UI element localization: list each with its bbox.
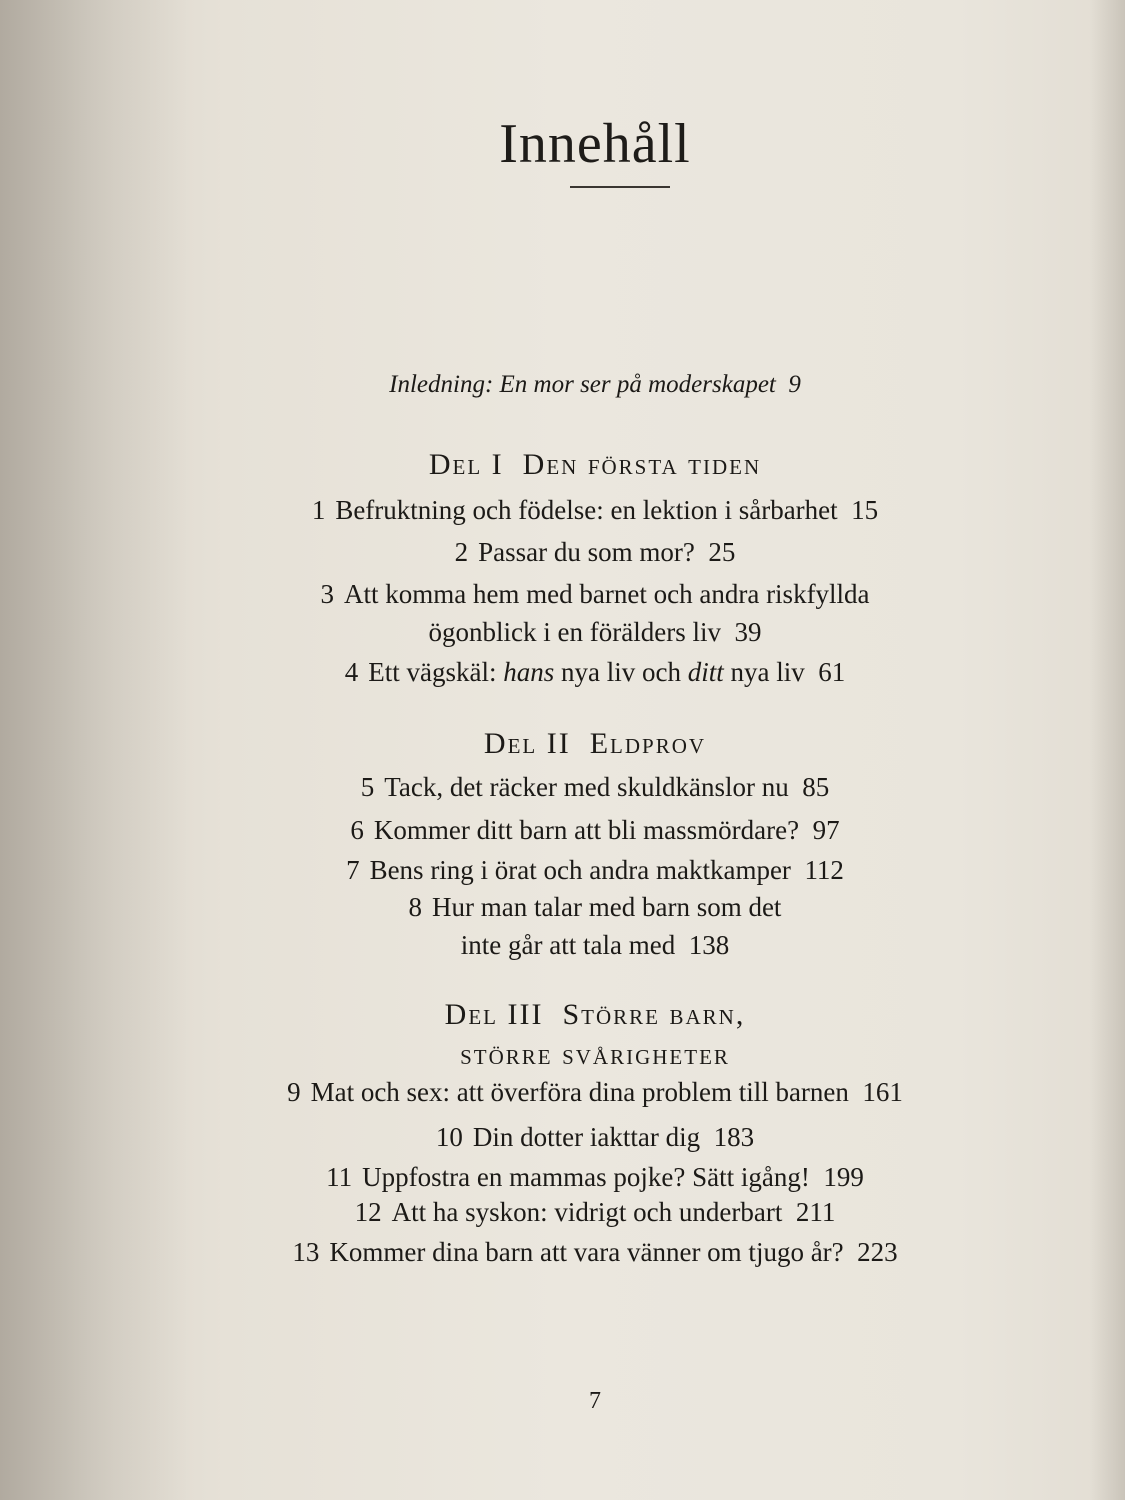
chapter-page: 39 bbox=[734, 617, 762, 647]
chapter-page: 97 bbox=[812, 815, 840, 845]
chapter-title-part: nya liv bbox=[730, 657, 805, 687]
chapter-number: 13 bbox=[292, 1237, 320, 1267]
chapter-title: Att ha syskon: vidrigt och underbart bbox=[391, 1197, 783, 1227]
intro-entry bbox=[230, 368, 960, 402]
page-title: Innehåll bbox=[499, 113, 691, 175]
part-label: Del I bbox=[428, 448, 504, 481]
chapter-title: Kommer ditt barn att bli massmördare? bbox=[373, 815, 800, 845]
page-edge-shadow bbox=[1090, 0, 1125, 1500]
chapter-page: 15 bbox=[851, 495, 879, 525]
toc-entry-9 bbox=[230, 1075, 960, 1109]
chapter-title-part: nya liv och bbox=[561, 657, 681, 687]
chapter-number: 6 bbox=[350, 815, 364, 845]
toc-entry-3-continued bbox=[230, 615, 960, 649]
chapter-page: 211 bbox=[795, 1197, 836, 1227]
chapter-number: 10 bbox=[435, 1122, 463, 1152]
chapter-number: 11 bbox=[326, 1162, 353, 1192]
toc-entry-13 bbox=[230, 1235, 960, 1269]
chapter-title: Bens ring i örat och andra maktkamper bbox=[369, 855, 791, 885]
chapter-page: 138 bbox=[688, 930, 730, 960]
part-heading-1 bbox=[230, 448, 960, 482]
part-label: Del II bbox=[483, 727, 571, 760]
chapter-title: Hur man talar med barn som det bbox=[432, 892, 782, 922]
chapter-number: 3 bbox=[320, 579, 334, 609]
chapter-title-emphasis: ditt bbox=[687, 657, 724, 687]
chapter-title: Att komma hem med barnet och andra riskfyllda bbox=[343, 579, 870, 609]
chapter-page: 112 bbox=[804, 855, 844, 885]
chapter-number: 1 bbox=[311, 495, 326, 525]
chapter-page: 161 bbox=[862, 1077, 903, 1107]
chapter-number: 2 bbox=[454, 537, 469, 567]
chapter-page: 61 bbox=[818, 657, 846, 687]
chapter-page: 25 bbox=[708, 537, 736, 567]
part-label: Del III bbox=[444, 998, 544, 1031]
chapter-page: 199 bbox=[823, 1162, 864, 1192]
part-title: Större barn, bbox=[562, 998, 746, 1031]
part-title: Den första tiden bbox=[522, 448, 762, 481]
chapter-title-continued: ögonblick i en förälders liv bbox=[428, 617, 721, 647]
chapter-title: Passar du som mor? bbox=[478, 537, 695, 567]
chapter-title: Din dotter iakttar dig bbox=[472, 1122, 701, 1152]
chapter-number: 7 bbox=[346, 855, 360, 885]
chapter-title: Kommer dina barn att vara vänner om tjugo år? bbox=[329, 1237, 844, 1267]
intro-page: 9 bbox=[788, 371, 801, 398]
chapter-title-emphasis: hans bbox=[503, 657, 555, 687]
chapter-title: Befruktning och födelse: en lektion i sårbarhet bbox=[335, 495, 838, 525]
page-number: 7 bbox=[589, 1388, 601, 1414]
chapter-number: 8 bbox=[408, 892, 423, 922]
chapter-title: Tack, det räcker med skuldkänslor nu bbox=[384, 772, 789, 802]
toc-entry-8-continued bbox=[230, 928, 960, 962]
chapter-title: Uppfostra en mammas pojke? Sätt igång! bbox=[362, 1162, 810, 1192]
toc-entry-11 bbox=[230, 1160, 960, 1194]
toc-entry-5 bbox=[230, 770, 960, 804]
chapter-number: 9 bbox=[287, 1077, 301, 1107]
toc-entry-10 bbox=[230, 1120, 960, 1154]
part-title-continued: större svårigheter bbox=[460, 1038, 730, 1071]
chapter-number: 12 bbox=[354, 1197, 382, 1227]
toc-entry-1 bbox=[230, 493, 960, 527]
chapter-title-continued: inte går att tala med bbox=[460, 930, 676, 960]
part-title: Eldprov bbox=[589, 727, 707, 760]
toc-entry-12 bbox=[230, 1195, 960, 1229]
binding-shadow bbox=[0, 0, 190, 1500]
toc-entry-6 bbox=[230, 813, 960, 847]
chapter-page: 85 bbox=[802, 772, 830, 802]
part-heading-3-continued bbox=[230, 1038, 960, 1072]
intro-text: Inledning: En mor ser på moderskapet bbox=[389, 371, 776, 398]
part-heading-2 bbox=[230, 727, 960, 761]
chapter-page: 223 bbox=[857, 1237, 898, 1267]
title-divider bbox=[570, 186, 670, 188]
chapter-title: Mat och sex: att överföra dina problem till barnen bbox=[310, 1077, 849, 1107]
chapter-number: 4 bbox=[344, 657, 359, 687]
toc-entry-8 bbox=[230, 890, 960, 924]
toc-entry-3 bbox=[230, 577, 960, 611]
chapter-number: 5 bbox=[360, 772, 375, 802]
chapter-title-part: Ett vägskäl: bbox=[368, 657, 497, 687]
chapter-page: 183 bbox=[713, 1122, 755, 1152]
toc-entry-4 bbox=[230, 655, 960, 689]
part-heading-3 bbox=[230, 998, 960, 1032]
table-of-contents bbox=[230, 0, 960, 1500]
toc-entry-2 bbox=[230, 535, 960, 569]
toc-entry-7 bbox=[230, 853, 960, 887]
